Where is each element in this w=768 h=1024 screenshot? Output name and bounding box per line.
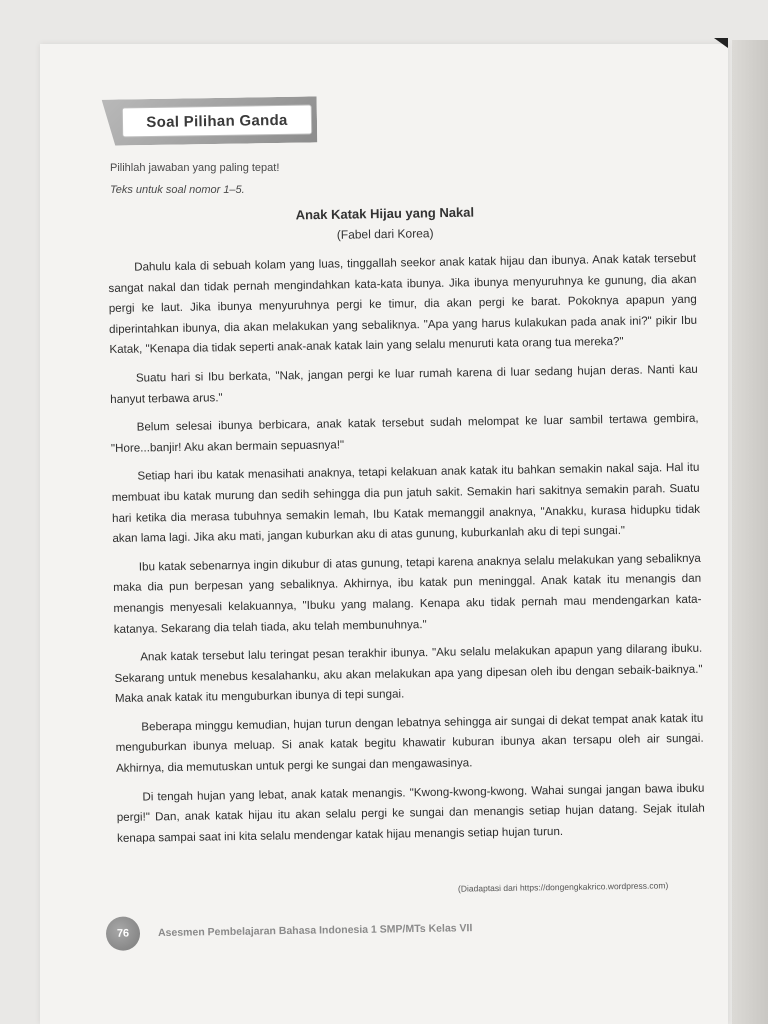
paragraph: Belum selesai ibunya berbicara, anak katak tersebut sudah melompat ke luar sambil tertawa gembira, "Hore...banjir! Aku akan bermain sepuasnya!" <box>110 411 699 455</box>
paragraph: Beberapa minggu kemudian, hujan turun dengan lebatnya sehingga air sungai di dekat tempat anak katak itu menguburkan ibunya meluap. Si anak katak begitu khawatir kuburan ibunya akan tersapu oleh air sungai. Akhirnya, dia memutuskan untuk pergi ke sungai dan mengawasinya. <box>115 711 704 775</box>
paragraph: Suatu hari si Ibu berkata, "Nak, jangan pergi ke luar rumah karena di luar sedang hujan deras. Nanti kau hanyut terbawa arus." <box>110 362 698 406</box>
section-banner <box>102 96 323 147</box>
instruction-text: Pilihlah jawaban yang paling tepat! <box>110 162 280 174</box>
paragraph: Anak katak tersebut lalu teringat pesan terakhir ibunya. "Aku selalu melakukan apapun yang dilarang ibuku. Sekarang untuk menebus kesalahanku, aku akan melakukan apa yang dipesan oleh ibu dengan sebaik-baiknya." Maka anak katak itu menguburkan ibunya di tepi sungai. <box>114 641 703 706</box>
source-citation: (Diadaptasi dari https://dongengkakrico.wordpress.com) <box>457 880 669 894</box>
text-note: Teks untuk soal nomor 1–5. <box>110 184 245 196</box>
page-number: 76 <box>116 927 130 940</box>
story-header <box>260 204 511 243</box>
page-footer <box>106 911 473 951</box>
corner-mark-icon <box>714 38 728 48</box>
paragraph: Ibu katak sebenarnya ingin dikubur di atas gunung, tetapi karena anaknya selalu melakukan yang sebaliknya maka dia pun berpesan yang sebaliknya. Akhirnya, ibu katak pun meninggal. Anak katak itu menangis dan menangis menyesali kelakuannya, "Ibuku yang malang. Kenapa aku tidak pernah mau mendengarkan kata-katanya. Sekarang dia telah tiada, aku telah membunuhnya." <box>113 551 702 636</box>
story-subtitle: (Fabel dari Korea) <box>336 226 434 242</box>
book-title: Asesmen Pembelajaran Bahasa Indonesia 1 SMP/MTs Kelas VII <box>157 922 473 940</box>
story-body <box>108 249 705 858</box>
paragraph: Di tengah hujan yang lebat, anak katak menangis. "Kwong-kwong-kwong. Wahai sungai jangan bawa ibuku pergi!" Dan, anak katak hijau itu akan selalu pergi ke sungai dan menangis setiap hujan datang. Sejak itulah kenapa sampai saat ini kita selalu mendengar katak hijau menangis setiap hujan turun. <box>116 781 705 845</box>
page-binding-shadow <box>732 40 768 1024</box>
banner-label: Soal Pilihan Ganda <box>122 104 312 137</box>
story-title: Anak Katak Hijau yang Nakal <box>295 204 475 223</box>
paragraph: Dahulu kala di sebuah kolam yang luas, tinggallah seekor anak katak hijau dan ibunya. Anak katak tersebut sangat nakal dan tidak pernah mengindahkan kata-kata ibunya. Jika ibunya menyuruhnya ke gunung, dia akan pergi ke laut. Jika ibunya menyuruhnya pergi ke timur, dia akan pergi ke barat. Pokoknya apapun yang diperintahkan ibunya, dia akan melakukan yang sebaliknya. "Apa yang harus kulakukan pada anak ini?" pikir Ibu Katak, "Kenapa dia tidak seperti anak-anak katak lain yang selalu menuruti kata orang tua mereka?" <box>108 251 698 357</box>
page-number-badge <box>106 916 141 951</box>
paragraph: Setiap hari ibu katak menasihati anaknya, tetapi kelakuan anak katak itu bahkan semakin nakal saja. Hal itu membuat ibu katak murung dan sedih sehingga dia pun jatuh sakit. Semakin hari sakitnya semakin parah. Suatu hari ketika dia merasa tubuhnya semakin lemah, Ibu Katak memanggil anaknya, "Anakku, kurasa hidupku tidak akan lama lagi. Jika aku mati, jangan kuburkan aku di atas gunung, kuburkanlah aku di tepi sungai." <box>111 461 701 546</box>
